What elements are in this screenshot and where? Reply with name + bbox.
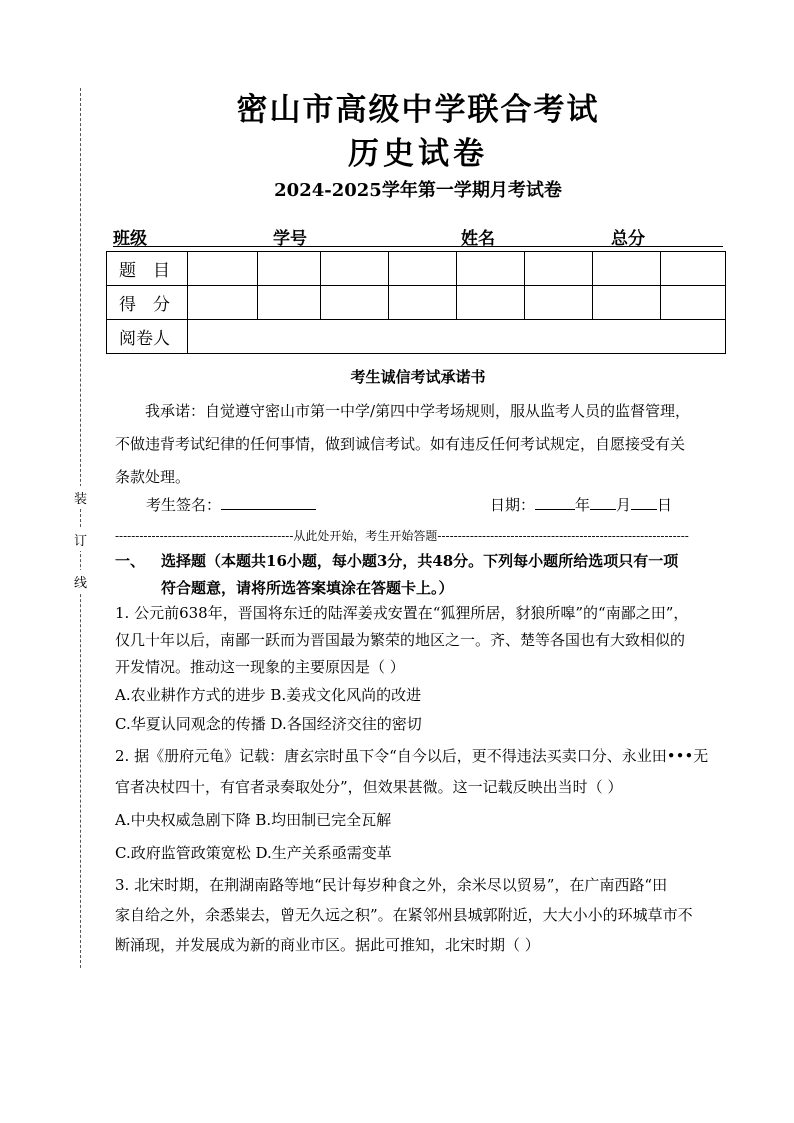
table-cell	[661, 252, 726, 286]
pledge-line-2: 不做违背考试纪律的任何事情，做到诚信考试。如有违反任何考试规定，自愿接受有关	[115, 435, 686, 453]
divider-text: 从此处开始，考生开始答题	[293, 529, 438, 543]
question-1-line-1: 1. 公元前638年，晋国将东迁的陆浑姜戎安置在“狐狸所居，豺狼所嗥”的“南鄙之田”，	[115, 604, 689, 622]
day-label: 日	[657, 496, 673, 514]
signature-row	[146, 494, 316, 515]
question-1-options-cd: C.华夏认同观念的传播 D.各国经济交往的密切	[115, 715, 422, 733]
date-label: 日期：	[490, 496, 536, 514]
table-cell	[389, 252, 457, 286]
signature-label: 考生签名：	[146, 496, 222, 514]
table-cell	[188, 252, 258, 286]
question-3-line-1: 3. 北宋时期，在荆湖南路等地“民计每岁种食之外，余米尽以贸易”，在广南西路“田	[115, 876, 668, 894]
question-1-options-ab: A.农业耕作方式的进步 B.姜戎文化风尚的改进	[115, 686, 422, 704]
binding-char-ding: 订	[74, 528, 87, 551]
grader-cell	[188, 320, 726, 354]
day-blank	[631, 495, 657, 510]
question-3-line-3: 断涌现，并发展成为新的商业市区。据此可推知，北宋时期（ ）	[115, 936, 540, 954]
question-1-line-3: 开发情况。推动这一现象的主要原因是（ ）	[115, 658, 405, 676]
student-info-line	[113, 224, 723, 247]
table-cell	[258, 252, 321, 286]
year-blank	[535, 495, 575, 510]
score-table-row-grader	[107, 320, 726, 354]
question-2-options-ab: A.中央权威急剧下降 B.均田制已完全瓦解	[115, 811, 392, 829]
table-cell	[258, 286, 321, 320]
table-cell	[525, 252, 593, 286]
question-2-line-1: 2. 据《册府元龟》记载：唐玄宗时虽下令“自今以后，更不得违法买卖口分、永业田•••无	[115, 747, 709, 765]
table-cell	[457, 286, 525, 320]
row-label-grader: 阅卷人	[107, 320, 188, 354]
score-table	[106, 251, 726, 354]
section-number: 一、	[115, 552, 146, 570]
question-2-options-cd: C.政府监管政策宽松 D.生产关系亟需变革	[115, 844, 392, 862]
question-3-line-2: 家自给之外，余悉粜去，曾无久远之积”。在紧邻州县城郭附近，大大小小的环城草市不	[115, 906, 693, 924]
score-table-row-scores	[107, 286, 726, 320]
exam-title: 密山市高级中学联合考试	[236, 92, 600, 128]
pledge-line-1: 我承诺：自觉遵守密山市第一中学/第四中学考场规则，服从监考人员的监督管理，	[145, 402, 691, 420]
month-label: 月	[616, 496, 632, 514]
table-cell	[389, 286, 457, 320]
row-label-scores: 得 分	[107, 286, 188, 320]
divider-dashes-right: --------------------------------------------------------------	[437, 529, 689, 543]
total-score-label: 总分	[611, 229, 645, 249]
question-2-line-2: 官者决杖四十，有官者录奏取处分”，但效果甚微。这一记载反映出当时（ ）	[115, 778, 623, 796]
binding-char-xian: 线	[74, 570, 87, 593]
name-label: 姓名	[461, 229, 495, 249]
table-cell	[188, 286, 258, 320]
row-label-questions: 题 目	[107, 252, 188, 286]
section-instruction-line-2: 符合题意，请将所选答案填涂在答题卡上。）	[161, 579, 454, 597]
table-cell	[593, 252, 661, 286]
binding-char-zhuang: 装	[74, 486, 87, 509]
table-cell	[321, 252, 389, 286]
section-1-header	[115, 548, 727, 602]
subject-title: 历史试卷	[348, 136, 488, 172]
section-instruction-line-1: 选择题（本题共16小题，每小题3分，共48分。下列每小题所给选项只有一项	[161, 552, 679, 570]
pledge-line-3: 条款处理。	[115, 468, 191, 486]
signature-blank	[221, 495, 316, 510]
student-id-label: 学号	[273, 229, 307, 249]
table-cell	[593, 286, 661, 320]
pledge-title: 考生诚信考试承诺书	[350, 368, 486, 386]
table-cell	[525, 286, 593, 320]
month-blank	[590, 495, 616, 510]
date-row	[490, 494, 672, 515]
answer-start-divider	[115, 527, 727, 544]
table-cell	[661, 286, 726, 320]
year-label: 年	[575, 496, 591, 514]
class-label: 班级	[113, 229, 147, 249]
table-cell	[321, 286, 389, 320]
term-subtitle: 2024-2025学年第一学期月考试卷	[274, 180, 562, 201]
table-cell	[457, 252, 525, 286]
question-1-line-2: 仅几十年以后，南鄙一跃而为晋国最为繁荣的地区之一。齐、楚等各国也有大致相似的	[115, 631, 686, 649]
divider-dashes-left: --------------------------------------------	[115, 529, 294, 543]
score-table-row-questions	[107, 252, 726, 286]
